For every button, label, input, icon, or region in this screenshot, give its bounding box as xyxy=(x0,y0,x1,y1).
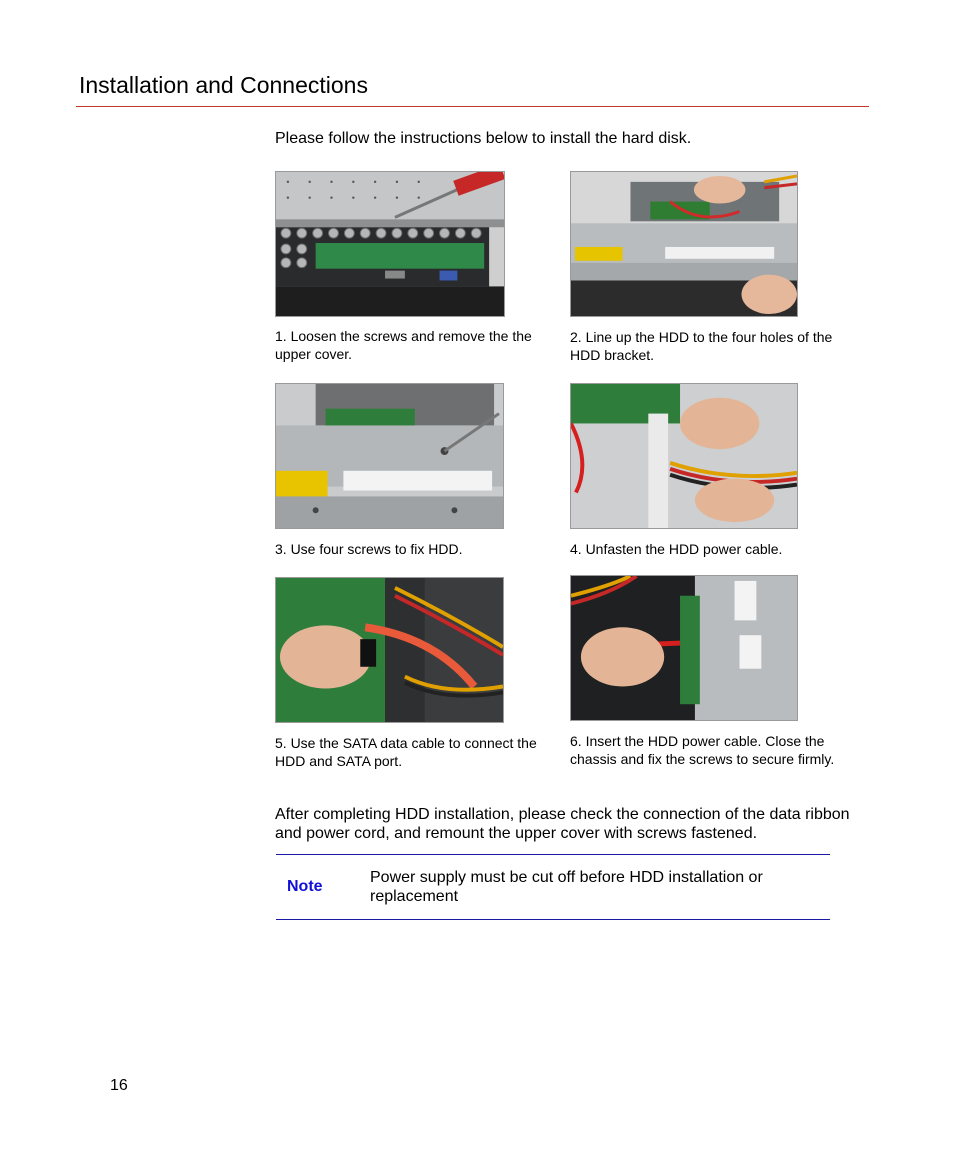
step-2-photo xyxy=(570,171,798,317)
step-6-photo xyxy=(570,575,798,721)
step-6-caption: 6. Insert the HDD power cable. Close the chassis and fix the screws to secure firmly. xyxy=(570,733,835,767)
step-3-photo xyxy=(275,383,504,529)
step-4-photo xyxy=(570,383,798,529)
note-label: Note xyxy=(287,878,323,895)
step-5-photo xyxy=(275,577,504,723)
step-2-caption: 2. Line up the HDD to the four holes of the HDD bracket. xyxy=(570,329,833,363)
step-1-caption: 1. Loosen the screws and remove the the upper cover. xyxy=(275,328,532,362)
step-1-photo xyxy=(275,171,505,317)
after-installation-text: After completing HDD installation, please check the connection of the data ribbon and power cord, and remount the upper cover with screws fastened. xyxy=(275,806,850,842)
note-bottom-divider xyxy=(276,919,830,920)
step-4-caption: 4. Unfasten the HDD power cable. xyxy=(570,541,783,557)
section-title: Installation and Connections xyxy=(79,72,368,98)
step-3-caption: 3. Use four screws to fix HDD. xyxy=(275,541,463,557)
title-divider xyxy=(76,106,869,107)
note-text: Power supply must be cut off before HDD installation or replacement xyxy=(370,869,763,905)
page-number: 16 xyxy=(110,1077,128,1094)
intro-text: Please follow the instructions below to install the hard disk. xyxy=(275,130,692,147)
note-top-divider xyxy=(276,854,830,855)
step-5-caption: 5. Use the SATA data cable to connect the HDD and SATA port. xyxy=(275,735,537,769)
